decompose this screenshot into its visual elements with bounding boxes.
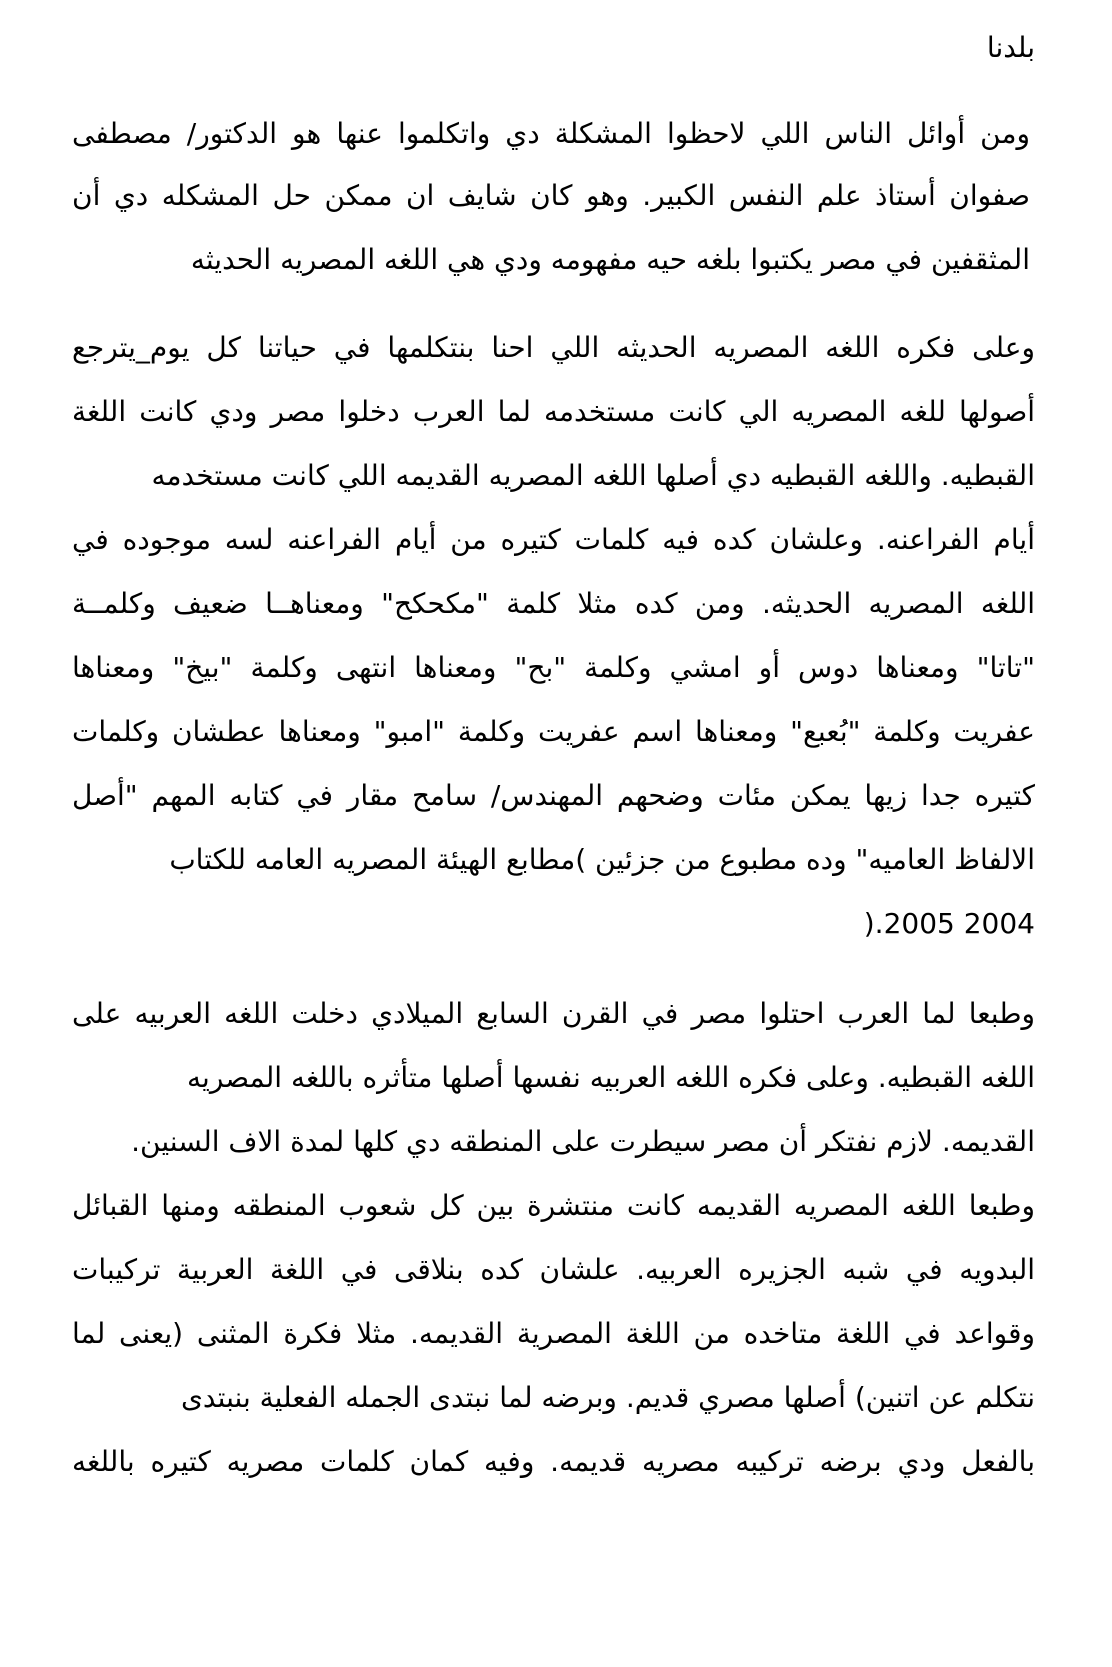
paragraph-line: المثقفين في مصر يكتبوا بلغه حيه مفهومه ودي هي اللغه المصريه الحديثه <box>190 243 1030 276</box>
paragraph-line: 2004 2005.( <box>863 907 1035 940</box>
paragraph-line: وطبعا لما العرب احتلوا مصر في القرن السابع الميلادي دخلت اللغه العربيه على <box>72 997 1035 1030</box>
paragraph-line: صفوان أستاذ علم النفس الكبير. وهو كان شايف ان ممكن حل المشكله دي أن <box>72 179 1030 212</box>
paragraph-line: وقواعد في اللغة متاخده من اللغة المصرية القديمه. مثلا فكرة المثنى (يعنى لما <box>72 1317 1035 1350</box>
paragraph-line: اللغه القبطيه. وعلى فكره اللغه العربيه نفسها أصلها متأثره باللغه المصريه <box>187 1061 1035 1094</box>
paragraph-line: أصولها للغه المصريه الي كانت مستخدمه لما العرب دخلوا مصر ودي كانت اللغة <box>72 395 1035 428</box>
paragraph-line: عفريت وكلمة "بُعبع" ومعناها اسم عفريت وكلمة "امبو" ومعناها عطشان وكلمات <box>72 715 1035 748</box>
paragraph-line: كتيره جدا زيها يمكن مئات وضحهم المهندس/ سامح مقار في كتابه المهم "أصل <box>72 779 1035 812</box>
paragraph-line: ومن أوائل الناس اللي لاحظوا المشكلة دي واتكلموا عنها هو الدكتور/ مصطفى <box>72 117 1030 150</box>
heading-fragment: بلدنا <box>986 31 1035 64</box>
paragraph-line: القديمه. لازم نفتكر أن مصر سيطرت على المنطقه دي كلها لمدة الاف السنين. <box>131 1125 1035 1158</box>
paragraph-line: القبطيه. واللغه القبطيه دي أصلها اللغه المصريه القديمه اللي كانت مستخدمه <box>151 459 1035 492</box>
paragraph-line: البدويه في شبه الجزيره العربيه. علشان كده بنلاقى في اللغة العربية تركيبات <box>72 1253 1035 1286</box>
paragraph-line: أيام الفراعنه. وعلشان كده فيه كلمات كتيره من أيام الفراعنه لسه موجوده في <box>72 523 1035 556</box>
paragraph-line: بالفعل ودي برضه تركيبه مصريه قديمه. وفيه كمان كلمات مصريه كتيره باللغه <box>72 1445 1035 1478</box>
paragraph-line: "تاتا" ومعناها دوس أو امشي وكلمة "بح" ومعناها انتهى وكلمة "بيخ" ومعناها <box>72 651 1035 684</box>
paragraph-line: نتكلم عن اتنين) أصلها مصري قديم. وبرضه لما نبتدى الجمله الفعلية بنبتدى <box>181 1381 1035 1414</box>
paragraph-line: الالفاظ العاميه" وده مطبوع من جزئين )مطابع الهيئة المصريه العامه للكتاب <box>169 843 1035 876</box>
paragraph-line: وعلى فكره اللغه المصريه الحديثه اللي احنا بنتكلمها في حياتنا كل يوم_يترجع <box>72 331 1035 364</box>
paragraph-line: وطبعا اللغه المصريه القديمه كانت منتشرة بين كل شعوب المنطقه ومنها القبائل <box>72 1189 1035 1222</box>
paragraph-line: اللغه المصريه الحديثه. ومن كده مثلا كلمة "مكحكح" ومعناهــا ضعيف وكلمــة <box>72 587 1035 620</box>
